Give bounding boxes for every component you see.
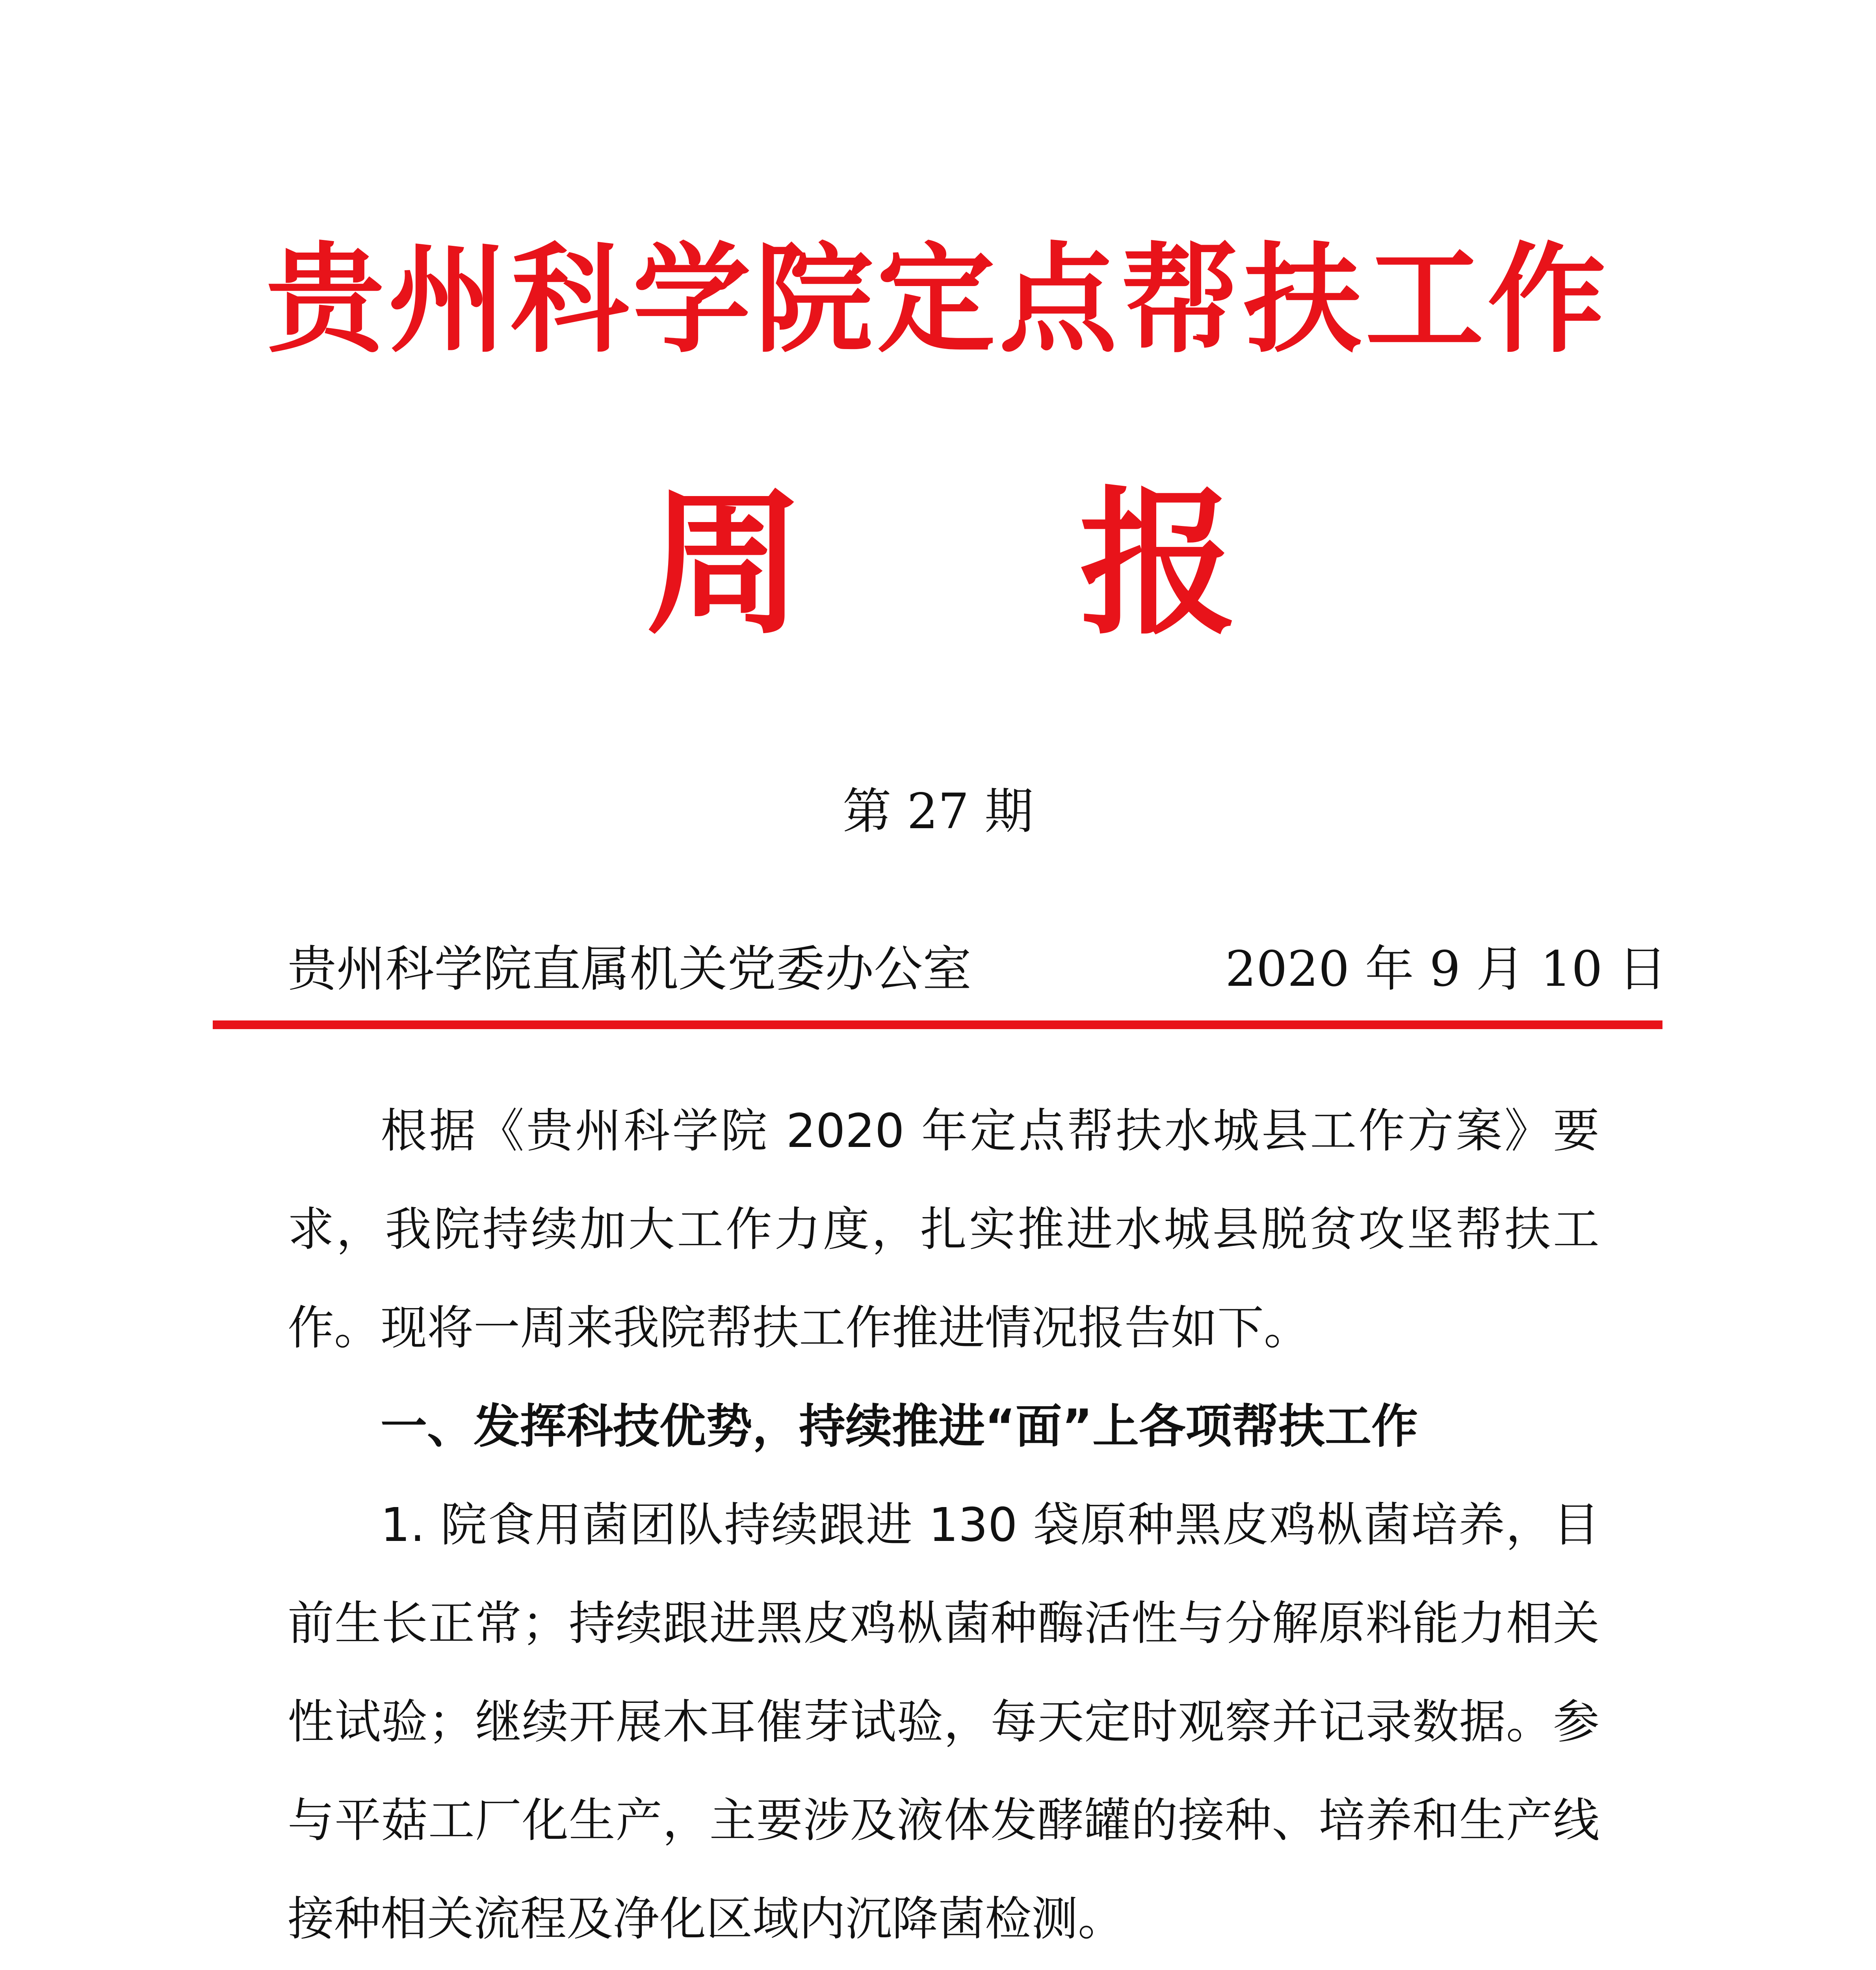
intro-paragraph: 根据《贵州科学院 2020 年定点帮扶水城县工作方案》要求，我院持续加大工作力度，扎实推进水城县脱贫攻坚帮扶工作。现将一周来我院帮扶工作推进情况报告如下。 <box>288 1104 1599 1355</box>
issue-date: 2020 年 9 月 10 日 <box>1225 941 1667 998</box>
issue-number: 第 27 期 <box>842 783 1034 840</box>
section-heading: 一、发挥科技优势，持续推进“面”上各项帮扶工作 <box>381 1399 1418 1453</box>
report-body <box>288 1082 1599 1970</box>
list-item <box>288 1968 1599 1970</box>
report-title: 贵州科学院定点帮扶工作 <box>266 230 1610 369</box>
report-title-zhou: 周 <box>646 471 804 656</box>
list-item: 1. 院食用菌团队持续跟进 130 袋原种黑皮鸡枞菌培养，目前生长正常；持续跟进黑皮鸡枞菌种酶活性与分解原料能力相关性试验；继续开展木耳催芽试验，每天定时观察并记录数据。参与平菇工厂化生产，主要涉及液体发酵罐的接种、培养和生产线接种相关流程及净化区域内沉降菌检测。 <box>288 1498 1599 1946</box>
issuing-office: 贵州科学院直属机关党委办公室 <box>288 941 972 998</box>
header-divider-rule <box>213 1020 1662 1029</box>
report-title-bao: 报 <box>1079 471 1237 656</box>
